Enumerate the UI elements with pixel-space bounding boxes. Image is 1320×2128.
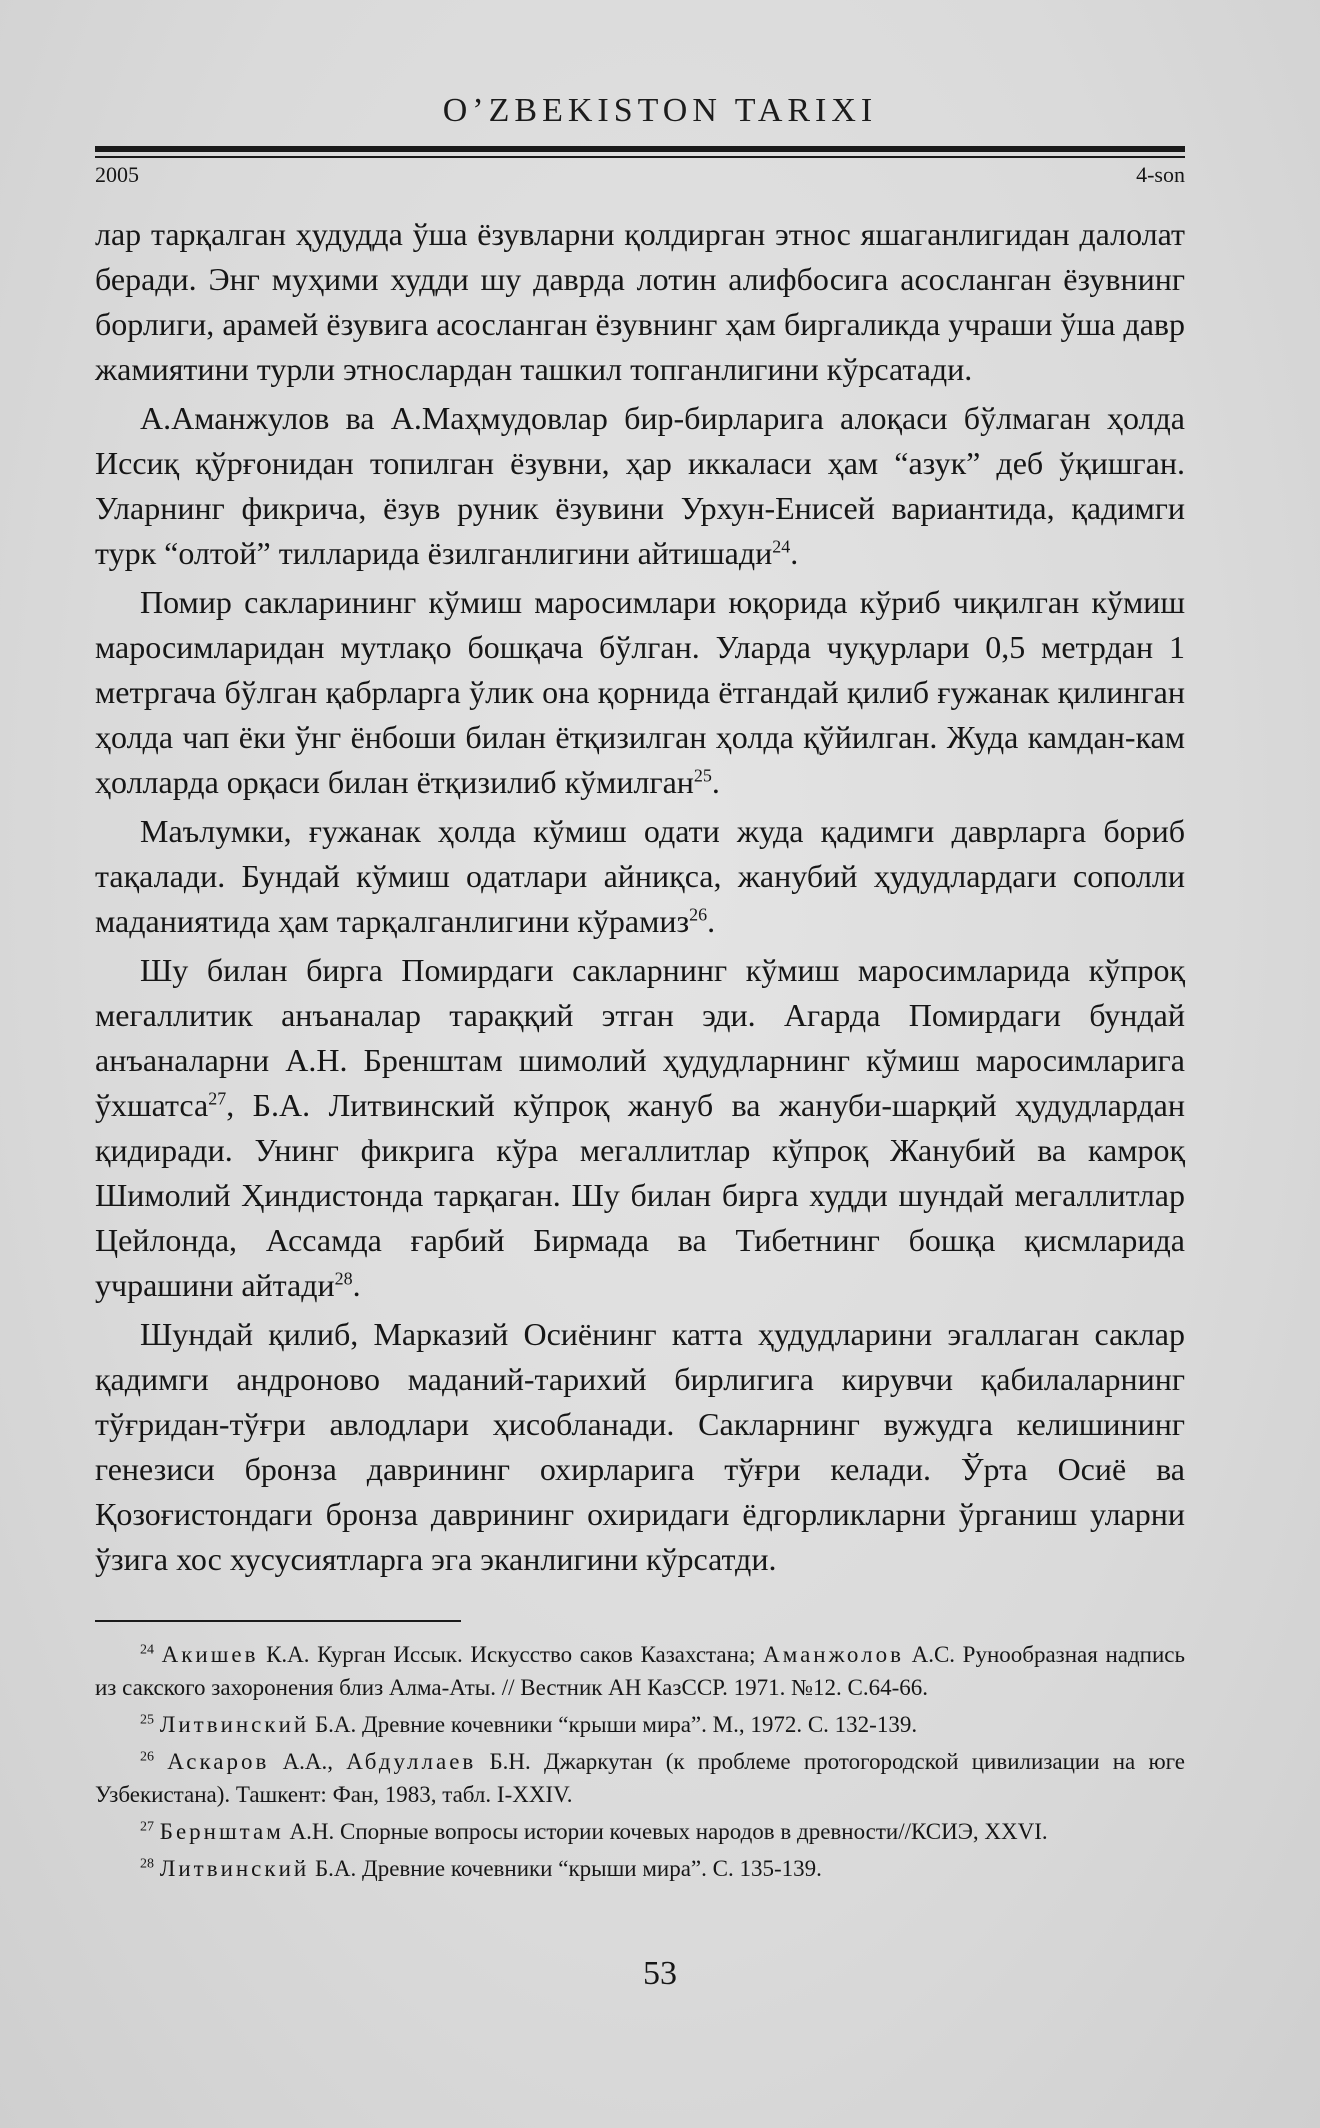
issue-number: 4-son — [1136, 162, 1185, 187]
footnote-27: $^{27}$ Бернштам А.Н. Спорные вопросы истории кочевых народов в древности//КСИЭ, XXVI. — [140, 1819, 1048, 1844]
header-rule-thick — [95, 146, 1185, 152]
paragraph-4: Маълумки, ғужанак ҳолда кўмиш одати жуда қадимги даврларга бориб тақалади. Бундай кўмиш одатлари айниқса, жанубий ҳудудлардаги сополли маданиятида ҳам тарқалганлигини кўрамиз$^{26}$. — [95, 813, 1185, 939]
footnote-separator — [95, 1620, 461, 1622]
footnote-ref[interactable]: 24 — [772, 536, 791, 557]
paragraph-3: Помир сакларининг кўмиш маросимлари юқорида кўриб чиқилган кўмиш маросимларидан мутлақо бошқача бўлган. Уларда чуқурлари 0,5 метрдан 1 метргача бўлган қабрларга ўлик она қорнида ётгандай қилиб ғужанак қилинган ҳолда чап ёки ўнг ёнбоши билан ётқизилган ҳолда қўйилган. Жуда камдан-кам ҳолларда орқаси билан ётқизилиб кўмилган$^{25}$. — [95, 584, 1185, 800]
page-number: 53 — [643, 1955, 677, 1992]
issue-year: 2005 — [95, 162, 139, 187]
paragraph-2: А.Аманжулов ва А.Маҳмудовлар бир-бирларига алоқаси бўлмаган ҳолда Иссиқ қўрғонидан топилган ёзувни, ҳар иккаласи ҳам “азук” деб ўқишган. Уларнинг фикрича, ёзув руник ёзувини Урхун-Енисей вариантида, қадимги турк “олтой” тилларида ёзилганлигини айтишади$^{24}$. — [95, 400, 1185, 571]
article-body — [95, 212, 1185, 1582]
footnote-ref[interactable]: 26 — [689, 904, 708, 925]
header-rule-thin — [95, 156, 1185, 158]
footnote-ref[interactable]: 28 — [334, 1268, 353, 1289]
footnote-26: $^{26}$ Аскаров А.А., Абдуллаев Б.Н. Джаркутан (к проблеме протогородской цивилизации на юге Узбекистана). Ташкент: Фан, 1983, табл. I-XXIV. — [95, 1749, 1186, 1807]
footnote-ref[interactable]: 25 — [693, 765, 712, 786]
paragraph-6: Шундай қилиб, Марказий Осиёнинг катта ҳудудларини эгаллаган саклар қадимги андроново маданий-тарихий бирлигига кирувчи қабилаларнинг тўғридан-тўғри авлодлари ҳисобланади. Сакларнинг вужудга келишининг генезиси бронза даврининг охирларига тўғри келади. Ўрта Осиё ва Қозоғистондаги бронза даврининг охиридаги ёдгорликларни ўрганиш уларни ўзига хос хусусиятларга эга эканлигини кўрсатди. — [95, 1316, 1185, 1577]
footnote-24: $^{24}$ Акишев К.А. Курган Иссык. Искусство саков Казахстана; Аманжолов А.С. Рунообразная надпись из сакского захоронения близ Алма-Аты. // Вестник АН КазССР. 1971. №12. С.64-66. — [95, 1642, 1185, 1700]
footnotes — [95, 1638, 1185, 1889]
running-title: O’ZBEKISTON TARIXI — [442, 92, 878, 129]
paragraph-5: Шу билан бирга Помирдаги сакларнинг кўмиш маросимларида кўпроқ мегаллитик анъаналар тараққий этган эди. Агарда Помирдаги бундай анъаналарни А.Н. Бренштам шимолий ҳудудларнинг кўмиш маросимларига ўхшатса$^{27}$, Б.А. Литвинский кўпроқ жануб ва жануби-шарқий ҳудудлардан қидиради. Унинг фикрига кўра мегаллитлар кўпроқ Жанубий ва камроқ Шимолий Ҳиндистонда тарқаган. Шу билан бирга худди шундай мегаллитлар Цейлонда, Ассамда ғарбий Бирмада ва Тибетнинг бошқа қисмларида учрашини айтади$^{28}$. — [95, 952, 1185, 1303]
paragraph-1: лар тарқалган ҳудудда ўша ёзувларни қолдирган этнос яшаганлигидан далолат беради. Энг муҳими худди шу даврда лотин алифбосига асосланган ёзувнинг борлиги, арамей ёзувига асосланган ёзувнинг ҳам биргаликда учраши ўша давр жамиятини турли этнослардан ташкил топганлигини кўрсатади. — [95, 216, 1185, 387]
footnote-28: $^{28}$ Литвинский Б.А. Древние кочевники “крыши мира”. С. 135-139. — [140, 1856, 822, 1881]
footnote-ref[interactable]: 27 — [208, 1088, 227, 1109]
footnote-25: $^{25}$ Литвинский Б.А. Древние кочевники “крыши мира”. М., 1972. С. 132-139. — [140, 1712, 918, 1737]
